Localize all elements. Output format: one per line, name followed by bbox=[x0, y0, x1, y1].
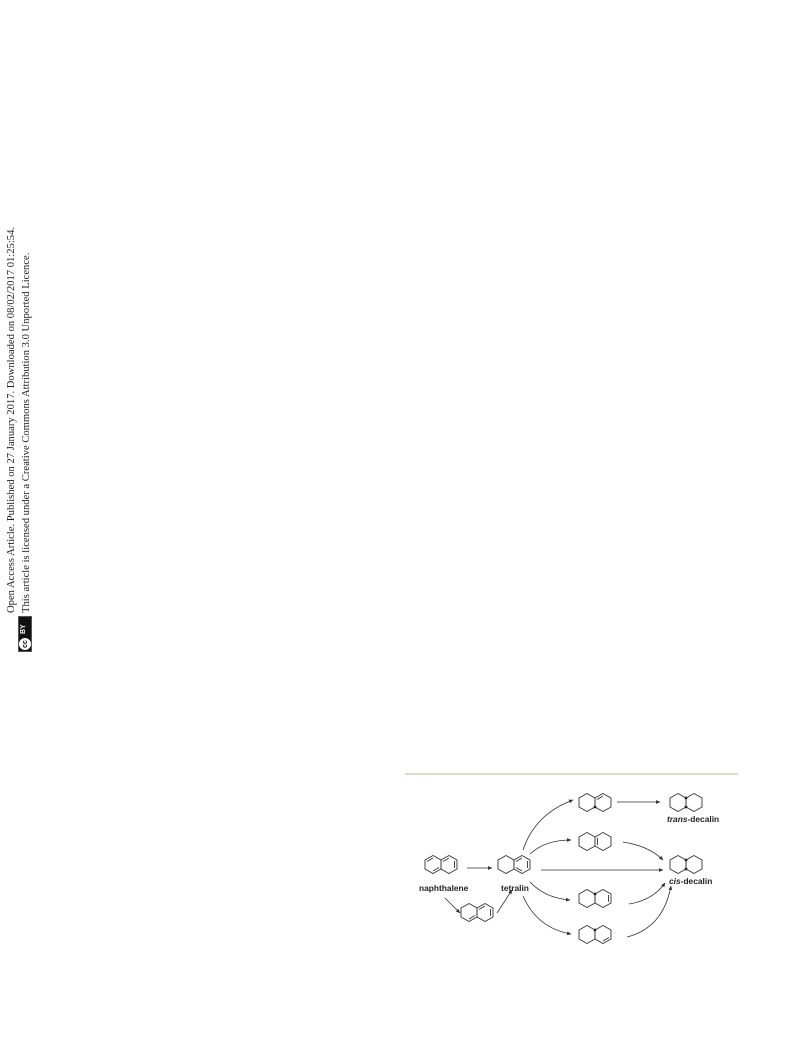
dihydronaphthalene-structure bbox=[461, 904, 493, 922]
tetralin-structure bbox=[498, 856, 530, 874]
scheme-top-rule bbox=[405, 773, 738, 775]
hexalin-b-structure bbox=[579, 926, 611, 944]
label-cis-decalin: cis-decalin bbox=[669, 876, 713, 886]
label-naphthalene: naphthalene bbox=[419, 883, 469, 893]
arrow-tetralin-hexalin-a bbox=[530, 882, 570, 900]
arrow-hexalin-b-cis bbox=[627, 886, 671, 937]
octalin-mid-structure bbox=[579, 833, 611, 851]
label-tetralin: tetralin bbox=[501, 883, 529, 893]
arrow-naphthalene-intermediate bbox=[445, 898, 460, 913]
label-trans-decalin: trans-decalin bbox=[667, 814, 720, 824]
arrow-intermediate-tetralin bbox=[497, 890, 512, 913]
cc-by-badge[interactable] bbox=[18, 616, 32, 652]
hexalin-a-structure bbox=[579, 890, 611, 908]
naphthalene-structure bbox=[425, 856, 457, 874]
license-notice bbox=[2, 183, 42, 653]
octalin-top-structure bbox=[579, 794, 611, 812]
cis-decalin-structure bbox=[670, 856, 702, 874]
by-label: BY bbox=[20, 624, 27, 634]
license-text: This article is licensed under a Creative Commons Attribution 3.0 Unported Licence. bbox=[21, 252, 32, 613]
arrow-tetralin-hexalin-b bbox=[523, 896, 571, 934]
arrow-tetralin-octalin-top bbox=[523, 800, 573, 850]
arrow-hexalin-a-cis bbox=[629, 883, 665, 904]
trans-decalin-structure bbox=[670, 794, 702, 812]
arrow-octalin-mid-cis bbox=[623, 842, 663, 860]
reaction-scheme bbox=[405, 780, 750, 960]
cc-icon: cc bbox=[19, 638, 31, 650]
arrow-tetralin-octalin-mid bbox=[530, 840, 571, 854]
publication-notice: Open Access Article. Published on 27 January 2017. Downloaded on 08/02/2017 01:25:54. bbox=[6, 226, 17, 613]
